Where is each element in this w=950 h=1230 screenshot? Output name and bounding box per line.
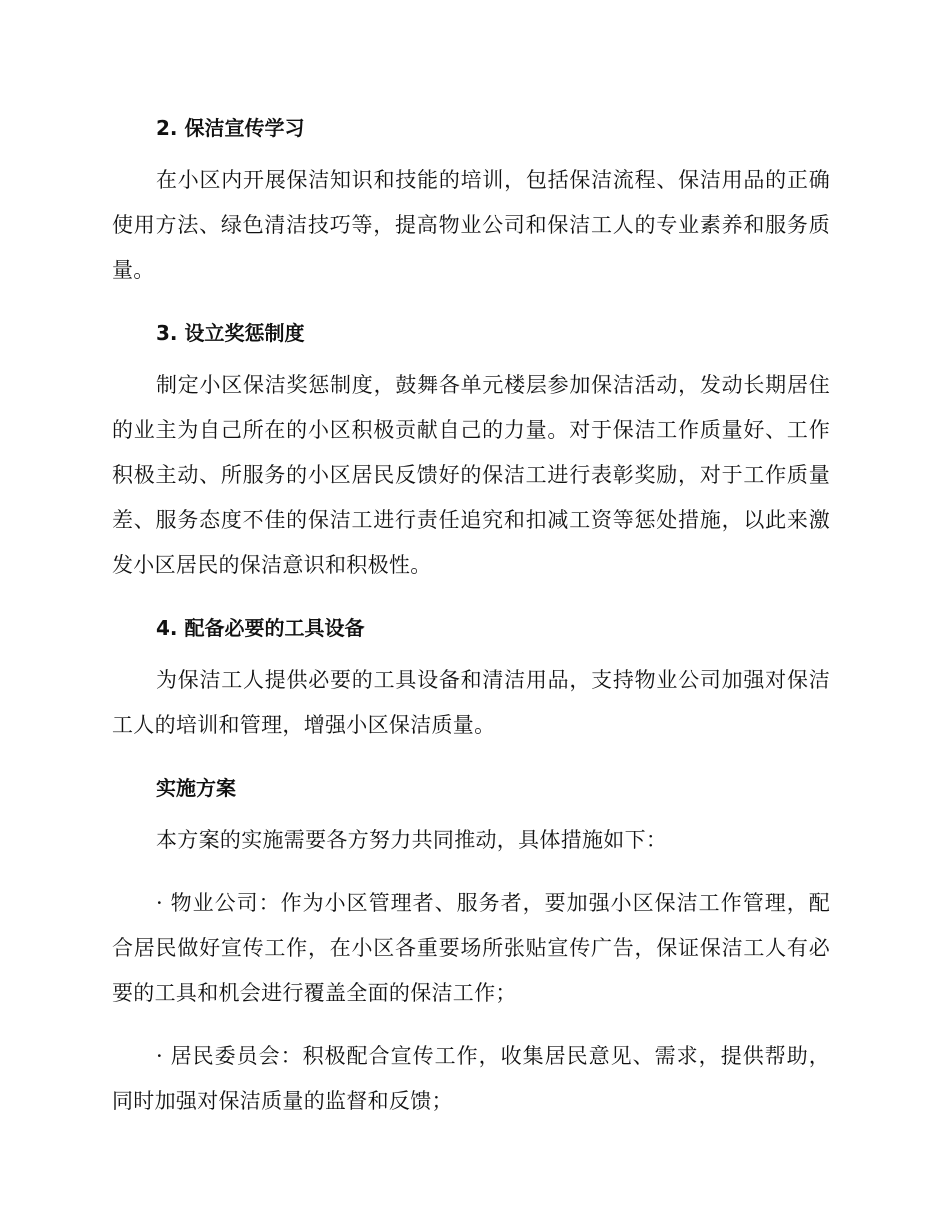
document-page [112,106,830,1142]
section-paragraph-equipment: 为保洁工人提供必要的工具设备和清洁用品，支持物业公司加强对保洁工人的培训和管理，增强小区保洁质量。 [112,668,830,737]
section-paragraph-training: 在小区内开展保洁知识和技能的培训，包括保洁流程、保洁用品的正确使用方法、绿色清洁技巧等，提高物业公司和保洁工人的专业素养和服务质量。 [112,168,830,282]
implementation-intro: 本方案的实施需要各方努力共同推动，具体措施如下： [156,828,668,852]
section-paragraph-rewards: 制定小区保洁奖惩制度，鼓舞各单元楼层参加保洁活动，发动长期居住的业主为自己所在的小区积极贡献自己的力量。对于保洁工作质量好、工作积极主动、所服务的小区居民反馈好的保洁工进行表彰奖励，对于工作质量差、服务态度不佳的保洁工进行责任追究和扣减工资等惩处措施，以此来激发小区居民的保洁意识和积极性。 [112,373,830,577]
section-heading-rewards: 3. 设立奖惩制度 [156,321,305,345]
bullet-item-property-company: · 物业公司：作为小区管理者、服务者，要加强小区保洁工作管理，配合居民做好宣传工作，在小区各重要场所张贴宣传广告，保证保洁工人有必要的工具和机会进行覆盖全面的保洁工作； [112,891,830,1005]
implementation-heading: 实施方案 [156,776,236,800]
section-heading-training: 2. 保洁宣传学习 [156,116,305,140]
section-heading-equipment: 4. 配备必要的工具设备 [156,616,365,640]
bullet-item-residents-committee: · 居民委员会：积极配合宣传工作，收集居民意见、需求，提供帮助，同时加强对保洁质量的监督和反馈； [112,1044,830,1113]
